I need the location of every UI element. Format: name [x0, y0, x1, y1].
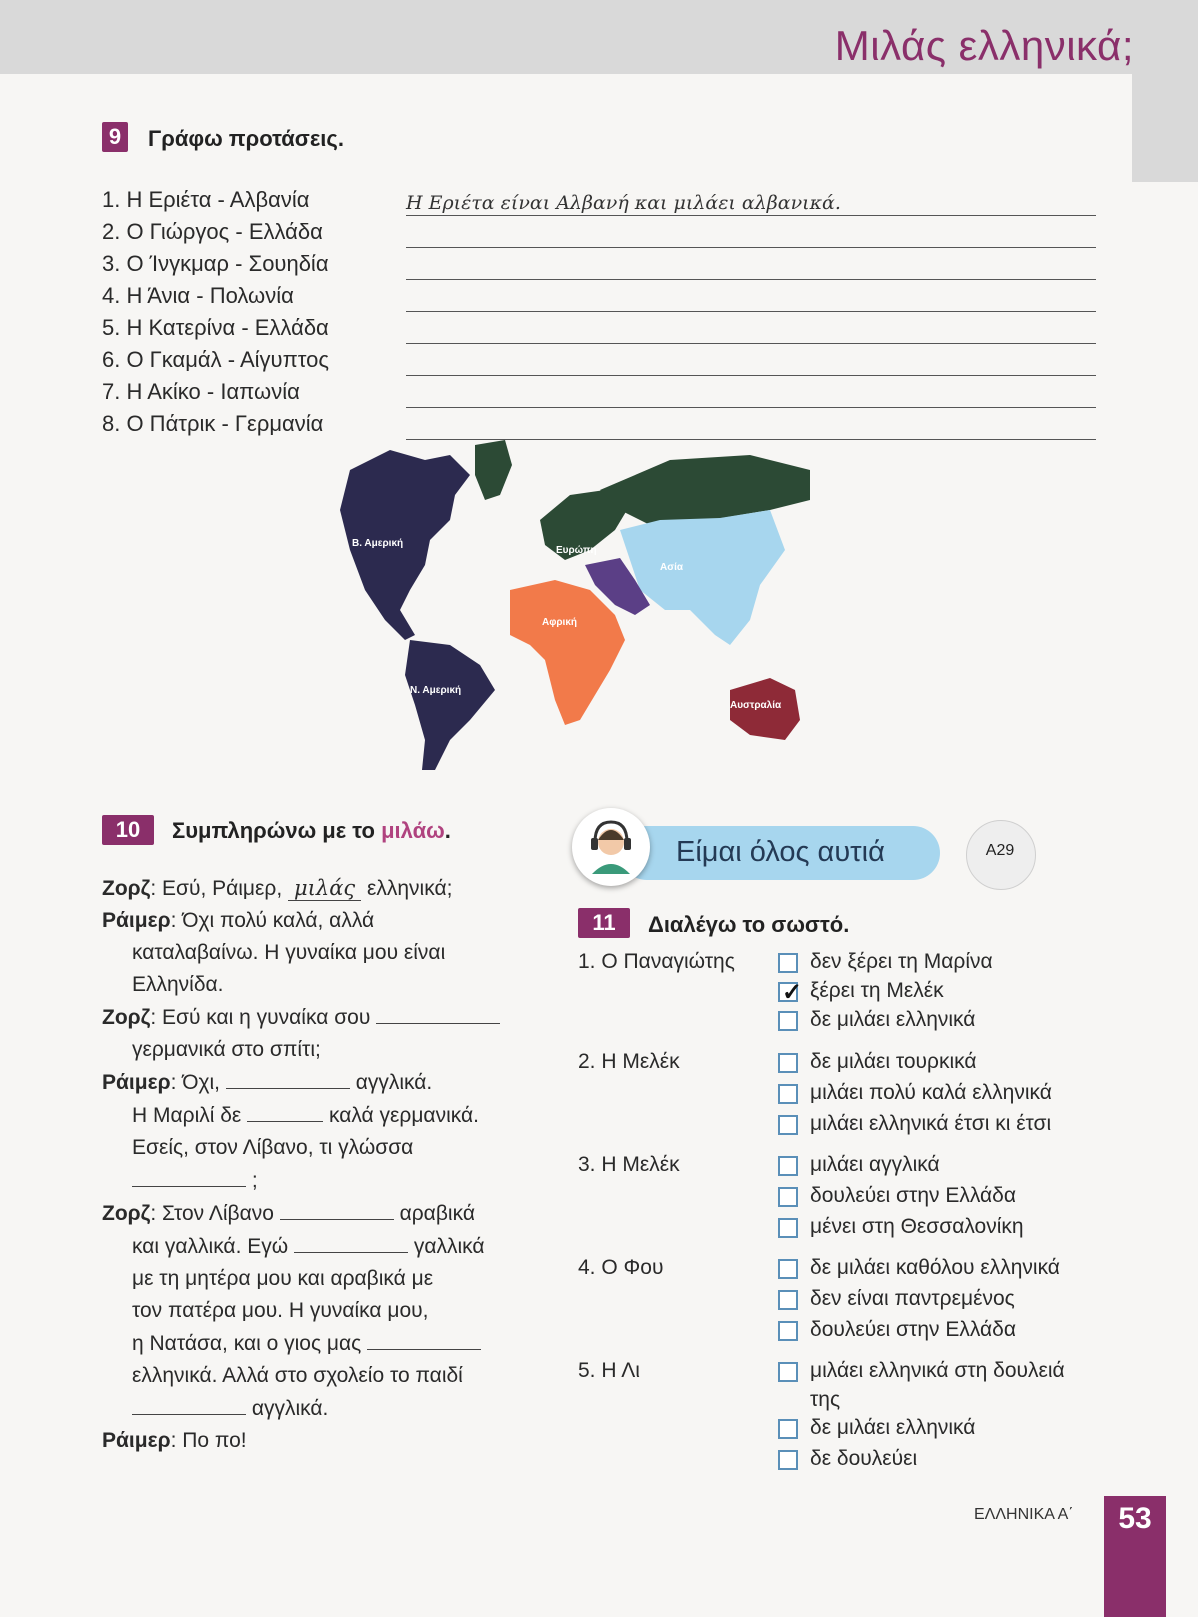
checkbox[interactable] — [778, 1321, 798, 1341]
dialog-line: καταλαβαίνω. Η γυναίκα μου είναι — [132, 941, 446, 964]
headphones-avatar-icon — [572, 808, 650, 886]
south-america-shape — [405, 640, 495, 770]
checkbox[interactable] — [778, 1218, 798, 1238]
world-map — [330, 440, 870, 790]
fill-blank[interactable] — [294, 1230, 408, 1253]
dialog-text: Η Μαριλί δε — [132, 1104, 248, 1127]
checkbox[interactable] — [778, 1156, 798, 1176]
dialog-text: και γαλλικά. Εγώ — [132, 1235, 294, 1258]
handwritten-example-answer: Η Εριέτα είναι Αλβανή και μιλάει αλβανικά. — [406, 192, 841, 214]
dialog-line — [102, 1327, 542, 1360]
label-europe: Ευρώπη — [556, 545, 597, 556]
option-label: μιλάει αγγλικά — [810, 1153, 940, 1176]
label-south-america: Ν. Αμερική — [410, 685, 462, 696]
africa-shape — [510, 580, 625, 725]
exercise-9-title: Γράφω προτάσεις. — [148, 126, 344, 151]
speaker: Ζορζ — [102, 1006, 151, 1029]
option-label: δεν είναι παντρεμένος — [810, 1287, 1015, 1310]
option-label: της — [810, 1388, 841, 1411]
speaker: Ράιμερ — [102, 1429, 171, 1452]
option-label: ξέρει τη Μελέκ — [810, 979, 944, 1002]
exercise-10-dialog — [102, 872, 542, 1457]
prompt-item: 4. Η Άνια - Πολωνία — [102, 283, 294, 308]
handwritten-example-fill: μιλάς — [288, 876, 361, 901]
fill-blank[interactable] — [367, 1327, 481, 1350]
label-north-america: Β. Αμερική — [352, 538, 404, 549]
label-australia: Αυστραλία — [730, 700, 782, 711]
checkbox[interactable] — [778, 1187, 798, 1207]
dialog-line — [102, 905, 542, 937]
fill-blank[interactable] — [376, 1001, 500, 1024]
option-label: δε μιλάει ελληνικά — [810, 1008, 976, 1031]
dialog-text: : Όχι, — [170, 1071, 226, 1094]
speaker: Ράιμερ — [102, 909, 171, 932]
question-label: 5. Η Λι — [578, 1359, 640, 1382]
exercise-9-prompts — [102, 184, 392, 440]
dialog-text: αραβικά — [393, 1202, 475, 1225]
answer-line[interactable] — [406, 248, 1096, 280]
dialog-text: γαλλικά — [407, 1235, 485, 1258]
option-label: δεν ξέρει τη Μαρίνα — [810, 950, 993, 973]
answer-line[interactable] — [406, 312, 1096, 344]
fill-blank[interactable] — [247, 1099, 323, 1122]
dialog-line — [102, 1066, 542, 1099]
answer-line[interactable] — [406, 376, 1096, 408]
fill-blank[interactable] — [132, 1164, 246, 1187]
exercise-11-title: Διαλέγω το σωστό. — [648, 912, 850, 937]
answer-line[interactable] — [406, 344, 1096, 376]
fill-blank[interactable] — [280, 1197, 394, 1220]
dialog-line: γερμανικά στο σπίτι; — [132, 1038, 321, 1061]
dialog-text: η Νατάσα, και ο γιος μας — [132, 1332, 368, 1355]
dialog-line — [102, 1392, 542, 1425]
dialog-line: Ελληνίδα. — [132, 973, 224, 996]
option-label: δε δουλεύει — [810, 1447, 918, 1470]
option-label: μιλάει ελληνικά έτσι κι έτσι — [810, 1112, 1052, 1135]
exercise-9-number: 9 — [102, 122, 128, 152]
dialog-line: Εσείς, στον Λίβανο, τι γλώσσα — [132, 1136, 414, 1159]
dialog-text: : Στον Λίβανο — [150, 1202, 280, 1225]
dialog-text: : Πο πο! — [170, 1429, 247, 1452]
checkbox[interactable] — [778, 1053, 798, 1073]
answer-line[interactable] — [406, 216, 1096, 248]
checkbox[interactable] — [778, 1450, 798, 1470]
answer-line[interactable] — [406, 408, 1096, 440]
page-number: 53 — [1118, 1502, 1152, 1535]
prompt-item: 6. Ο Γκαμάλ - Αίγυπτος — [102, 347, 329, 372]
greenland-shape — [475, 440, 512, 500]
question-label: 3. Η Μελέκ — [578, 1153, 680, 1176]
dialog-line — [102, 1164, 542, 1197]
page-title: Μιλάς ελληνικά; — [834, 22, 1134, 69]
prompt-item: 1. Η Εριέτα - Αλβανία — [102, 187, 310, 212]
prompt-item: 2. Ο Γιώργος - Ελλάδα — [102, 219, 323, 244]
question-label: 1. Ο Παναγιώτης — [578, 950, 735, 973]
checkbox[interactable] — [778, 1362, 798, 1382]
label-africa: Αφρική — [542, 617, 578, 628]
title-suffix: . — [444, 818, 451, 843]
answer-line[interactable] — [406, 280, 1096, 312]
checkmark-icon: ✓ — [782, 979, 803, 1006]
asia-north-shape — [600, 455, 810, 525]
speaker: Ζορζ — [102, 1202, 151, 1225]
label-asia: Ασία — [660, 562, 683, 573]
dialog-line — [102, 1001, 542, 1034]
option-label: μιλάει ελληνικά στη δουλειά — [810, 1359, 1065, 1382]
fill-blank[interactable] — [226, 1066, 350, 1089]
header-side-tab — [1132, 74, 1198, 182]
prompt-item: 8. Ο Πάτρικ - Γερμανία — [102, 411, 324, 436]
dialog-line: ελληνικά. Αλλά στο σχολείο το παιδί — [132, 1364, 463, 1387]
dialog-text: ελληνικά; — [361, 877, 453, 900]
asia-shape — [620, 510, 785, 645]
exercise-9-answer-lines — [406, 184, 1096, 440]
dialog-line — [102, 872, 542, 905]
dialog-line: με τη μητέρα μου και αραβικά με — [132, 1267, 434, 1290]
checkbox-checked[interactable] — [778, 979, 803, 1006]
dialog-line — [102, 1099, 542, 1132]
option-label: δε μιλάει καθόλου ελληνικά — [810, 1256, 1060, 1279]
option-label: δουλεύει στην Ελλάδα — [810, 1184, 1016, 1207]
checkbox[interactable] — [778, 1084, 798, 1104]
checkbox[interactable] — [778, 1259, 798, 1279]
option-label: μιλάει πολύ καλά ελληνικά — [810, 1081, 1052, 1104]
checkbox[interactable] — [778, 1290, 798, 1310]
dialog-text: : Εσύ και η γυναίκα σου — [150, 1006, 377, 1029]
listening-title: Είμαι όλος αυτιά — [676, 836, 885, 868]
dialog-text: αγγλικά. — [246, 1397, 329, 1420]
dialog-text: : Όχι πολύ καλά, αλλά — [170, 909, 375, 932]
checkbox[interactable] — [778, 1115, 798, 1135]
answer-line[interactable] — [406, 184, 1096, 216]
dialog-text: αγγλικά. — [349, 1071, 433, 1094]
dialog-line — [102, 1425, 542, 1457]
dialog-line — [102, 1230, 542, 1263]
checkbox[interactable] — [778, 953, 798, 973]
dialog-line — [102, 1197, 542, 1230]
option-label: δε μιλάει ελληνικά — [810, 1416, 976, 1439]
dialog-line: τον πατέρα μου. Η γυναίκα μου, — [132, 1299, 429, 1322]
prompt-item: 7. Η Ακίκο - Ιαπωνία — [102, 379, 300, 404]
title-verb: μιλάω — [381, 818, 445, 843]
checkbox[interactable] — [778, 1011, 798, 1031]
speaker: Ζορζ — [102, 877, 151, 900]
fill-blank[interactable] — [132, 1392, 246, 1415]
speaker: Ράιμερ — [102, 1071, 171, 1094]
title-prefix: Συμπληρώνω με το — [172, 818, 382, 843]
book-title: ΕΛΛΗΝΙΚΑ Α΄ — [974, 1506, 1074, 1523]
exercise-10-title — [172, 818, 451, 844]
option-label: δε μιλάει τουρκικά — [810, 1050, 977, 1073]
option-label: μένει στη Θεσσαλονίκη — [810, 1215, 1024, 1238]
exercise-11-number: 11 — [578, 908, 630, 938]
prompt-item: 3. Ο Ίνγκμαρ - Σουηδία — [102, 251, 329, 276]
option-label: δουλεύει στην Ελλάδα — [810, 1318, 1016, 1341]
dialog-text: : Εσύ, Ράιμερ, — [150, 877, 289, 900]
dialog-text: ; — [246, 1169, 258, 1192]
checkbox[interactable] — [778, 1419, 798, 1439]
dialog-text: καλά γερμανικά. — [323, 1104, 479, 1127]
prompt-item: 5. Η Κατερίνα - Ελλάδα — [102, 315, 329, 340]
question-label: 4. Ο Φου — [578, 1256, 664, 1279]
cd-track-label: A29 — [985, 842, 1015, 859]
exercise-10-number: 10 — [102, 815, 154, 845]
question-label: 2. Η Μελέκ — [578, 1050, 680, 1073]
